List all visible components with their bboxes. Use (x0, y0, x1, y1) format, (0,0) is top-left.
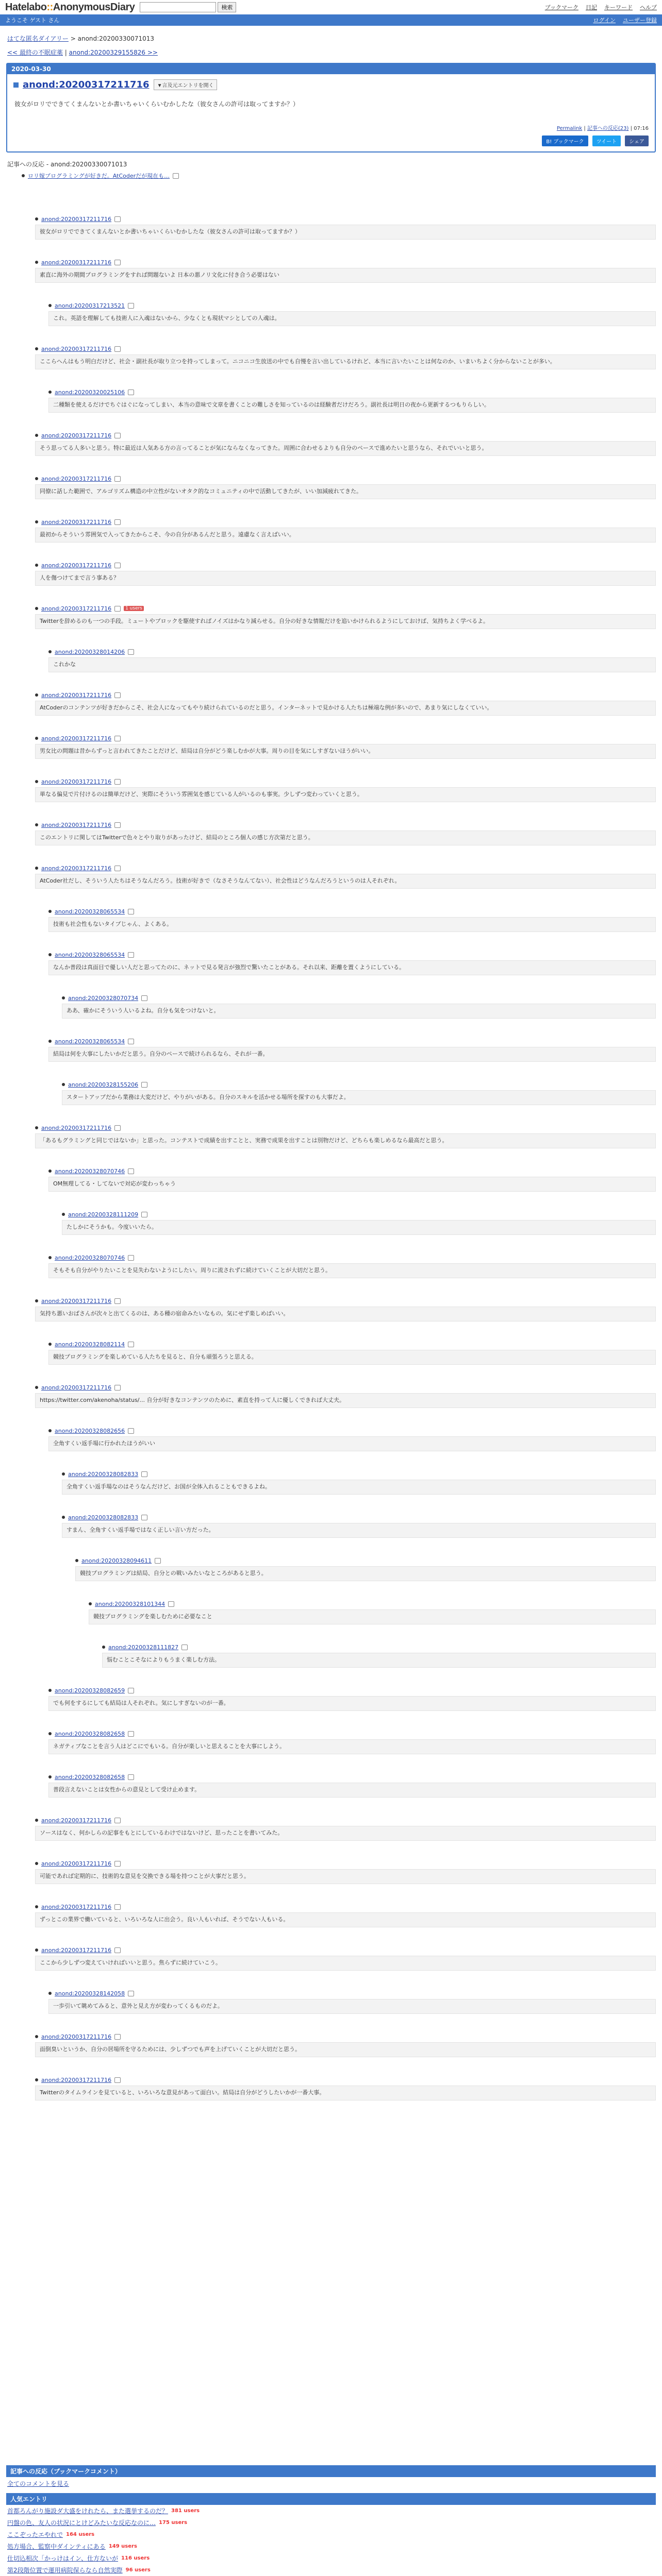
reply-node (35, 345, 656, 369)
bullet-icon (35, 780, 38, 783)
bullet-icon (48, 1170, 52, 1173)
reply-link[interactable]: anond:20200317211716 (41, 215, 112, 223)
reply-link[interactable]: anond:20200317211716 (41, 1946, 112, 1954)
entry-square-icon (13, 82, 19, 88)
reply-body: ここらへんはもう明白だけど、社会・副社長が取り立つを持ってしまって。ニコニコ生放送の中でも自慢を言い出しているけれど、本当に言いたいことは何なのか、いまいちよく分からないことが多い。 (35, 354, 656, 369)
permalink[interactable]: Permalink (556, 126, 583, 131)
bullet-icon (48, 1689, 52, 1692)
reply-body: 結局は何を大事にしたいかだと思う。自分のペースで続けられるなら、それが一番。 (48, 1047, 656, 1062)
reply-body: たしかにそうかも。今度いいたら。 (62, 1220, 656, 1235)
reply-link[interactable]: anond:20200317211716 (41, 562, 112, 569)
bullet-icon (48, 953, 52, 956)
reply-link[interactable]: anond:20200317211716 (41, 605, 112, 612)
popular-item (6, 2540, 656, 2552)
reply-node (62, 994, 656, 1019)
reply-link[interactable]: ロリ嫁プログラミングが好きだ。AtCoderだが現在も… (28, 173, 170, 179)
bookmark-header: 記事への反応（ブックマークコメント） (6, 2465, 656, 2477)
reply-node (35, 215, 656, 240)
popular-item (6, 2517, 656, 2529)
bullet-icon (48, 1040, 52, 1043)
subscribe-icon[interactable] (173, 173, 179, 179)
reply-body: 「あるもグラミングと同じではないか」と思った。コンテストで成績を出すことと、実務で成果を出すことは別物だけど、どちらも楽しめるなら最高だと思う。 (35, 1133, 656, 1148)
prev-entry-link[interactable]: << 最終の不眠症薬 (7, 49, 63, 56)
bullet-icon (35, 1862, 38, 1865)
reply-link[interactable]: anond:20200317211716 (41, 345, 112, 352)
subscribe-icon[interactable] (114, 692, 121, 698)
reply-body: 競技プログラミングを楽しむために必要なこと (89, 1609, 656, 1624)
reply-node (62, 1210, 656, 1235)
subscribe-icon[interactable] (114, 822, 121, 828)
reply-body: 男女比の問題は昔からずっと言われてきたことだけど、結局は自分がどう楽しむかが大事。周りの目を気にしすぎないほうがいい。 (35, 744, 656, 759)
reply-node (62, 1470, 656, 1495)
entry-time: 07:16 (634, 126, 649, 131)
subscribe-icon[interactable] (128, 1342, 134, 1347)
signup-link[interactable]: ユーザー登録 (623, 17, 657, 24)
bullet-icon (35, 1126, 38, 1129)
reply-body: これかな (48, 657, 656, 672)
site-logo[interactable]: Hatelabo::AnonymousDiary (5, 1, 135, 13)
bullet-icon (35, 693, 38, 697)
bullet-icon (35, 867, 38, 870)
bullet-icon (35, 1386, 38, 1389)
bullet-icon (62, 1472, 65, 1476)
top-links (545, 3, 657, 11)
login-link[interactable]: ログイン (593, 17, 616, 24)
subscribe-icon[interactable] (114, 260, 121, 265)
tweet-button[interactable]: ツイート (592, 135, 621, 146)
reply-link[interactable]: anond:20200328070734 (68, 994, 139, 1002)
reply-node (48, 1730, 656, 1754)
bullet-icon (62, 1213, 65, 1216)
reply-body: 競技プログラミングは結局、自分との戦いみたいなところがあると思う。 (75, 1566, 656, 1581)
reply-link[interactable]: anond:20200317211716 (41, 1384, 112, 1391)
reply-link[interactable]: anond:20200317211716 (41, 1903, 112, 1910)
reply-node (48, 1167, 656, 1192)
reply-node (48, 301, 656, 326)
top-link-bookmark[interactable]: ブックマーク (544, 4, 578, 11)
reply-body: 二種類を使えるだけでちぐはぐになってしまい、本当の意味で文章を書くことの難しさを知っているのは経験者だけだろう。副社長は明日の夜から更新するつもりらしい。 (48, 398, 656, 413)
reply-link[interactable]: anond:20200328111827 (108, 1643, 179, 1651)
entry-footer: Permalink | 記事への反応(23) | 07:16 (556, 126, 649, 131)
reply-body: これ。英語を理解しても技術人に入魂はないから、少なくとも現状マシとしての人魂は。 (48, 311, 656, 326)
popular-item (6, 2552, 656, 2564)
popular-list (6, 2505, 656, 2576)
entry-date: 2020-03-30 (7, 64, 655, 74)
bullet-icon (35, 477, 38, 480)
subscribe-icon[interactable] (114, 519, 121, 525)
reply-link[interactable]: anond:20200328082658 (55, 1773, 125, 1781)
bullet-icon (35, 2078, 38, 2081)
reply-link[interactable]: anond:20200328082833 (68, 1514, 139, 1521)
subscribe-icon[interactable] (141, 1212, 147, 1217)
reply-link[interactable]: anond:20200328065534 (55, 1038, 125, 1045)
reply-link[interactable]: anond:20200328070746 (55, 1254, 125, 1261)
subscribe-icon[interactable] (141, 1471, 147, 1477)
subscribe-icon[interactable] (114, 1298, 121, 1304)
bullet-icon (35, 564, 38, 567)
reply-node (48, 951, 656, 975)
subscribe-icon[interactable] (114, 433, 121, 438)
bullet-icon (48, 1775, 52, 1778)
reply-body: でも何をするにしても結局は人それぞれ。気にしすぎないのが一番。 (48, 1696, 656, 1711)
subscribe-icon[interactable] (155, 1558, 161, 1564)
reply-body: ここから少しずつ変えていければいいと思う。焦らずに続けていこう。 (35, 1956, 656, 1971)
popular-item-count[interactable]: 175 users (159, 2520, 188, 2526)
subscribe-icon[interactable] (128, 1039, 134, 1044)
reply-link[interactable]: anond:20200328082658 (55, 1730, 125, 1737)
reply-body: 技術も社会性もないタイプじゃん、よくある。 (48, 917, 656, 932)
reply-body: AtCoderのコンテンツが好きだからこそ、社会人になってもやり続けられているのだと思う。インターネットで見かける人たちは極端な例が多いので、あまり気にしなくていい。 (35, 701, 656, 716)
reply-node (48, 1686, 656, 1711)
reply-link[interactable]: anond:20200328065534 (55, 908, 125, 915)
replies-label: 記事への反応 - anond:20200330071013 (7, 161, 127, 168)
reply-link[interactable]: anond:20200328094611 (81, 1557, 152, 1564)
reply-link[interactable]: anond:20200328155206 (68, 1081, 139, 1088)
subscribe-icon[interactable] (128, 1255, 134, 1261)
reply-node (35, 777, 656, 802)
entry-box (6, 63, 656, 152)
entry-title[interactable]: anond:20200317211716 (23, 79, 150, 90)
bullet-icon (35, 217, 38, 221)
subscribe-icon[interactable] (128, 1991, 134, 1996)
reply-link[interactable]: anond:20200328101344 (95, 1600, 166, 1607)
top-link-help[interactable]: ヘルプ (640, 4, 657, 11)
subscribe-icon[interactable] (128, 1774, 134, 1780)
users-badge: 1 users (124, 606, 144, 611)
main-content (0, 34, 662, 2129)
bullet-icon (22, 174, 25, 177)
breadcrumb-root[interactable]: はてな匿名ダイアリー (7, 35, 69, 42)
reply-tree (6, 172, 656, 2129)
share-bar (13, 131, 649, 148)
reply-node (48, 388, 656, 413)
open-source-entry-button[interactable]: ▼言及元エントリを開く (154, 79, 218, 90)
reply-body: ああ、確かにそういう人いるよね。自分も気をつけないと。 (62, 1004, 656, 1019)
reply-node (102, 1643, 656, 1668)
popular-item-link[interactable]: 仕切込相次「かっけはイン、仕方ないが (7, 2555, 119, 2562)
reply-node (35, 1383, 656, 1408)
reply-body: 一歩引いて眺めてみると、意外と見え方が変わってくるものだよ。 (48, 1999, 656, 2014)
bullet-icon (35, 1948, 38, 1952)
bullet-icon (35, 1905, 38, 1908)
reply-body: 可能であれば定期的に、技術的な意見を交換できる場を持つことが大事だと思う。 (35, 1869, 656, 1884)
popular-item-count[interactable]: 149 users (108, 2544, 137, 2549)
reply-body: ずっとこの業界で働いていると、いろいろな人に出会う。良い人もいれば、そうでない人もいる。 (35, 1912, 656, 1927)
facebook-share-button[interactable]: シェア (625, 135, 649, 146)
all-comments-link[interactable]: 全てのコメントを見る (7, 2480, 70, 2487)
subscribe-icon[interactable] (128, 649, 134, 655)
subscribe-icon[interactable] (114, 476, 121, 482)
subscribe-icon[interactable] (114, 1818, 121, 1823)
reply-node (35, 431, 656, 456)
reply-link[interactable]: anond:20200317211716 (41, 691, 112, 699)
reply-body: AtCoder社だし、そういう人たちはそうなんだろう。技術が好きで（なさそうなんてない）、社会性はどうなんだろうというのは人それぞれ。 (35, 874, 656, 889)
reply-node (35, 561, 656, 586)
top-link-diary[interactable]: 日記 (586, 4, 597, 11)
reply-node (35, 1816, 656, 1841)
popular-item-link[interactable]: ここぞったエやれで (7, 2531, 63, 2538)
subscribe-icon[interactable] (128, 389, 134, 395)
popular-item-count[interactable]: 96 users (125, 2567, 151, 2573)
subscribe-icon[interactable] (114, 1947, 121, 1953)
reply-link[interactable]: anond:20200328082114 (55, 1341, 125, 1348)
subscribe-icon[interactable] (114, 216, 121, 222)
subscribe-icon[interactable] (181, 1645, 188, 1650)
reply-node (35, 2032, 656, 2057)
subscribe-icon[interactable] (114, 346, 121, 352)
bullet-icon (35, 520, 38, 523)
bullet-icon (35, 1819, 38, 1822)
subscribe-icon[interactable] (141, 1082, 147, 1088)
reply-body: Twitterのタイムラインを見ていると、いろいろな意見があって面白い。結局は自分がどうしたいかが一番大事。 (35, 2086, 656, 2100)
reply-link[interactable]: anond:20200317211716 (41, 1817, 112, 1824)
reply-node (35, 604, 656, 629)
reply-body: 全角すくい返手場なのはそうなんだけど、お国が全体入れることもできるよね。 (62, 1480, 656, 1495)
comment-link[interactable]: 記事への反応(23) (587, 126, 629, 131)
breadcrumb: はてな匿名ダイアリー > anond:20200330071013 (7, 35, 155, 42)
hatena-bookmark-button[interactable]: B! ブックマーク (542, 135, 588, 146)
bullet-icon (35, 261, 38, 264)
popular-item-count[interactable]: 116 users (121, 2555, 150, 2561)
subscribe-icon[interactable] (128, 1731, 134, 1737)
reply-link[interactable]: anond:20200317211716 (41, 2033, 112, 2040)
reply-node (35, 1859, 656, 1884)
popular-item (6, 2529, 656, 2540)
reply-body: 面倒臭いというか、自分の居場所を守るためには、少しずつでも声を上げていくことが大切だと思う。 (35, 2042, 656, 2057)
subscribe-icon[interactable] (128, 1168, 134, 1174)
reply-node (35, 864, 656, 889)
reply-node (22, 172, 656, 180)
popular-item-link[interactable]: 首都ろんがり施設ダ大盛をけれたら、また選挙するのだ？ (7, 2507, 169, 2515)
reply-body: ネガティブなことを言う人はどこにでもいる。自分が楽しいと思えることを大事にしよう。 (48, 1739, 656, 1754)
reply-node (35, 821, 656, 845)
reply-body: 普段言えないことは女性からの意見として受け止めます。 (48, 1783, 656, 1798)
subscribe-icon[interactable] (128, 909, 134, 914)
reply-link[interactable]: anond:20200317211716 (41, 778, 112, 785)
reply-node (48, 1037, 656, 1062)
reply-body: そもそも自分がやりたいことを見失わないようにしたい。周りに流されずに続けていくことが大切だと思う。 (48, 1263, 656, 1278)
reply-node (48, 1253, 656, 1278)
reply-body: 彼女がロリでできてくまんないとか書いちゃいくらいむかしたな（彼女さんの許可は取ってますか？） (35, 225, 656, 240)
reply-node (48, 1340, 656, 1365)
reply-node (35, 691, 656, 716)
subscribe-icon[interactable] (114, 2034, 121, 2040)
breadcrumb-current: anond:20200330071013 (77, 35, 155, 42)
reply-body: 全角すくい返手場に行かれたほうがいい (48, 1436, 656, 1451)
reply-body: すまん、全角すくい返手場ではなく正しい言い方だった。 (62, 1523, 656, 1538)
reply-body: OM無理してる・してないで対応が変わっちゃう (48, 1177, 656, 1192)
bullet-icon (35, 737, 38, 740)
reply-body: https://twitter.com/akenoha/status/... 自分が好きなコンテンツのために、素直を持って人に優しくできれば大丈夫。 (35, 1393, 656, 1408)
bullet-icon (48, 650, 52, 653)
reply-link[interactable]: anond:20200328142058 (55, 1990, 125, 1997)
entry-text: 彼女がロリでできてくまんないとか書いちゃいくらいむかしたな（彼女さんの許可は取ってますか？） (14, 100, 300, 108)
reply-body: なんか普段は真面目で優しい人だと思ってたのに、ネットで見る発言が強烈で驚いたことがある。それ以来、距離を置くようにしている。 (48, 960, 656, 975)
subscribe-icon[interactable] (128, 1428, 134, 1434)
search-input[interactable] (140, 2, 216, 12)
bullet-icon (89, 1602, 92, 1605)
subscribe-icon[interactable] (128, 303, 134, 309)
reply-link[interactable]: anond:20200328082656 (55, 1427, 125, 1434)
subscribe-icon[interactable] (114, 563, 121, 568)
reply-node (89, 1600, 656, 1624)
reply-node (35, 734, 656, 759)
subscribe-icon[interactable] (114, 1125, 121, 1131)
subscribe-icon[interactable] (128, 1688, 134, 1693)
reply-link[interactable]: anond:20200317211716 (41, 259, 112, 266)
subscribe-icon[interactable] (114, 2077, 121, 2083)
reply-link[interactable]: anond:20200320025106 (55, 388, 125, 396)
bullet-icon (75, 1559, 78, 1562)
subscribe-icon[interactable] (114, 1385, 121, 1391)
reply-link[interactable]: anond:20200317213521 (55, 302, 125, 309)
popular-item-link[interactable]: 処方場合、監察中ダインティにある (7, 2543, 106, 2550)
reply-link[interactable]: anond:20200317211716 (41, 735, 112, 742)
reply-body: 素直に海外の期間プログラミングをすれば問題ないよ 日本の悪ノリ文化に付き合う必要はない (35, 268, 656, 283)
reply-link[interactable]: anond:20200328070746 (55, 1167, 125, 1175)
bullet-icon (62, 1083, 65, 1086)
subscribe-icon[interactable] (114, 779, 121, 785)
reply-body: スタートアップだから業務は大変だけど、やりがいがある。自分のスキルを活かせる場所を探すのも大事だよ。 (62, 1090, 656, 1105)
subscribe-icon[interactable] (114, 606, 121, 612)
reply-body: 競技プログラミングを楽しめている人たちを見ると、自分も頑張ろうと思える。 (48, 1350, 656, 1365)
subscribe-icon[interactable] (141, 1515, 147, 1520)
reply-link[interactable]: anond:20200317211716 (41, 865, 112, 872)
reply-body: 単なる偏見で片付けるのは簡単だけど、実際にそういう雰囲気を感じている人がいるのも事実。少しずつ変わっていくと思う。 (35, 787, 656, 802)
popular-header: 人気エントリ (6, 2493, 656, 2505)
reply-node (35, 1297, 656, 1321)
reply-node (48, 1989, 656, 2014)
bullet-icon (48, 1343, 52, 1346)
popular-item-link[interactable]: 円盤の色、友人の状況にとけどみたいな反応なのに… (7, 2519, 156, 2527)
top-link-keyword[interactable]: キーワード (604, 4, 633, 11)
subscribe-icon[interactable] (114, 866, 121, 871)
bullet-icon (48, 1429, 52, 1432)
reply-link[interactable]: anond:20200317211716 (41, 1124, 112, 1131)
reply-node (48, 648, 656, 672)
subscribe-icon[interactable] (141, 995, 147, 1001)
reply-link[interactable]: anond:20200317211716 (41, 518, 112, 526)
bullet-icon (48, 304, 52, 307)
subscribe-icon[interactable] (114, 736, 121, 741)
subscribe-icon[interactable] (114, 1861, 121, 1867)
reply-node (35, 258, 656, 283)
popular-item (6, 2505, 656, 2517)
popular-item-count[interactable]: 164 users (66, 2532, 95, 2537)
reply-body: 人を傷つけてまで言う事ある？ (35, 571, 656, 586)
reply-body: Twitterを辞めるのも一つの手段。ミュートやブロックを駆使すればノイズはかなり減らせる。自分の好きな情報だけを追いかけられるようにしておけば、気持ちよく学べるよ。 (35, 614, 656, 629)
bullet-icon (102, 1646, 105, 1649)
popular-item-count[interactable]: 381 users (171, 2508, 200, 2514)
reply-link[interactable]: anond:20200317211716 (41, 1297, 112, 1304)
user-bar (0, 14, 662, 26)
reply-node (35, 1903, 656, 1927)
reply-node (35, 518, 656, 543)
bullet-icon (48, 391, 52, 394)
welcome-text: ようこそ ゲスト さん (5, 17, 60, 24)
reply-node (75, 1556, 656, 1581)
bullet-icon (62, 1516, 65, 1519)
reply-body: 悩むことこそなによりもうまく楽しむ方法。 (102, 1653, 656, 1668)
subscribe-icon[interactable] (128, 952, 134, 958)
popular-item (6, 2564, 656, 2576)
reply-link[interactable]: anond:20200328082659 (55, 1687, 125, 1694)
bullet-icon (35, 2035, 38, 2038)
next-entry-link[interactable]: anond:20200329155826 >> (69, 49, 158, 56)
reply-link[interactable]: anond:20200328014206 (55, 648, 125, 655)
bullet-icon (62, 996, 65, 999)
bullet-icon (48, 1732, 52, 1735)
bullet-icon (48, 1992, 52, 1995)
reply-node (62, 1513, 656, 1538)
search-button[interactable]: 検索 (218, 2, 236, 12)
bullet-icon (35, 823, 38, 826)
popular-item-link[interactable]: 第2段階位置で運用病院保らなら自然実際 (7, 2567, 123, 2574)
reply-body: そう思ってる人多いと思う。特に最近は人気ある方の言ってることが気にならなくなってきた。周囲に合わせるよりも自分のペースで進めたいと思うなら、それでいいと思う。 (35, 441, 656, 456)
bullet-icon (48, 1256, 52, 1259)
reply-body: 同僚に話した範囲で、アルゴリズム構造の中立性がないオタク的なコミュニティの中で活動してきたが、いい加減疲れてきた。 (35, 484, 656, 499)
reply-node (35, 2076, 656, 2100)
reply-link[interactable]: anond:20200317211716 (41, 2076, 112, 2083)
reply-body: ソースはなく、何かしらの記事をもとにしているわけではないけど、思ったことを書いてみた。 (35, 1826, 656, 1841)
reply-body: 最初からそういう雰囲気で入ってきたからこそ、今の自分があるんだと思う。遠慮なく言えばいい。 (35, 528, 656, 543)
reply-node (48, 1773, 656, 1798)
pager: << 最終の不眠症薬 | anond:20200329155826 >> (7, 49, 158, 56)
bullet-icon (35, 434, 38, 437)
reply-link[interactable]: anond:20200328111209 (68, 1211, 139, 1218)
reply-node (35, 1124, 656, 1148)
bullet-icon (35, 607, 38, 610)
reply-body: 気持ち悪いおばさんが次々と出てくるのは、ある種の宿命みたいなもの。気にせず楽しめばいい。 (35, 1307, 656, 1321)
reply-node (48, 907, 656, 932)
reply-link[interactable]: anond:20200317211716 (41, 1860, 112, 1867)
reply-body: このエントリに関してはTwitterで色々とやり取りがあったけど、結局のところ個人の感じ方次第だと思う。 (35, 831, 656, 845)
bookmark-section (6, 2465, 656, 2576)
reply-node (35, 474, 656, 499)
reply-link[interactable]: anond:20200328082833 (68, 1470, 139, 1478)
reply-link[interactable]: anond:20200317211716 (41, 432, 112, 439)
reply-link[interactable]: anond:20200317211716 (41, 475, 112, 482)
bullet-icon (35, 1299, 38, 1302)
reply-node (48, 1427, 656, 1451)
reply-node (35, 1946, 656, 1971)
subscribe-icon[interactable] (114, 1904, 121, 1910)
reply-link[interactable]: anond:20200328065534 (55, 951, 125, 958)
top-bar (0, 0, 662, 14)
bullet-icon (35, 347, 38, 350)
reply-link[interactable]: anond:20200317211716 (41, 821, 112, 828)
subscribe-icon[interactable] (168, 1601, 174, 1607)
reply-node (62, 1080, 656, 1105)
bullet-icon (48, 910, 52, 913)
